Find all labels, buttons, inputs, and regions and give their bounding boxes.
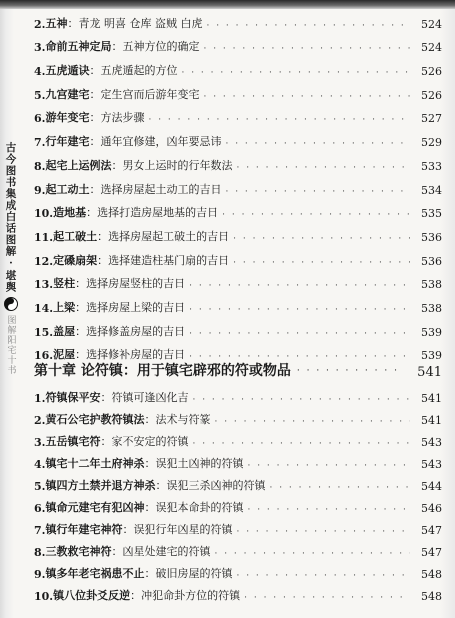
- entry-colon: ：: [111, 40, 123, 54]
- entry-colon: ：: [144, 567, 156, 580]
- entry-description: 通年宜修建，凶年要忌讳: [100, 135, 222, 149]
- entry-number: 12.: [34, 254, 54, 268]
- entry-colon: ：: [100, 391, 112, 404]
- toc-entry: [34, 496, 442, 518]
- entry-description: 误犯土凶神的符镇: [155, 457, 244, 470]
- entry-title: 九宫建宅: [45, 87, 90, 101]
- entry-page-number: 541: [421, 392, 442, 405]
- entry-number: 10.: [34, 207, 54, 221]
- entry-description: 选择房屋起工破土的吉日: [108, 229, 230, 243]
- entry-title: 泥屋: [53, 348, 76, 362]
- entry-page-number: 539: [421, 325, 442, 339]
- entry-leader-dots: [222, 211, 410, 220]
- entry-number: 10.: [34, 590, 54, 603]
- toc-entry: [34, 386, 442, 408]
- entry-description: 选择房屋上梁的吉日: [86, 300, 186, 314]
- entry-leader-dots: [214, 418, 410, 427]
- page-top-shadow: [0, 0, 455, 9]
- entry-page-number: 536: [421, 230, 442, 244]
- entry-colon: ：: [144, 413, 156, 426]
- toc-entry: [34, 34, 442, 58]
- entry-colon: ：: [89, 87, 101, 101]
- entry-page-number: 548: [421, 590, 442, 603]
- entry-page-number: 544: [421, 480, 442, 493]
- chapter-table-of-contents: [34, 386, 442, 606]
- entry-leader-dots: [214, 550, 410, 559]
- entry-colon: ：: [100, 435, 112, 448]
- entry-colon: ：: [89, 64, 101, 78]
- entry-number: 1.: [34, 392, 46, 405]
- entry-number: 5.: [34, 88, 46, 102]
- toc-entry: [34, 318, 442, 342]
- entry-leader-dots: [203, 45, 410, 54]
- toc-entry: [34, 408, 442, 430]
- entry-colon: ：: [155, 479, 167, 492]
- side-title-sub: 堪舆: [4, 270, 17, 293]
- entry-leader-dots: [192, 396, 410, 405]
- entry-leader-dots: [233, 259, 410, 268]
- entry-title: 定磉扇架: [53, 253, 98, 267]
- entry-page-number: 535: [421, 207, 442, 221]
- entry-colon: ：: [89, 135, 101, 149]
- entry-title: 五虎遁诀: [45, 64, 90, 78]
- entry-title: 三教救宅神符: [45, 545, 112, 558]
- entry-page-number: 524: [421, 41, 442, 55]
- entry-colon: ：: [75, 277, 87, 291]
- entry-leader-dots: [192, 440, 410, 449]
- toc-entry: [34, 294, 442, 318]
- entry-title: 五岳镇宅符: [45, 435, 101, 448]
- entry-description: 家不安定的符镇: [111, 435, 189, 448]
- entry-colon: ：: [75, 348, 87, 362]
- entry-description: 选择修盖房屋的吉日: [86, 324, 186, 338]
- entry-colon: ：: [75, 324, 87, 338]
- entry-leader-dots: [236, 164, 410, 173]
- entry-title: 镇八位卦爻反逆: [53, 589, 131, 602]
- entry-number: 13.: [34, 278, 54, 292]
- entry-leader-dots: [233, 235, 410, 244]
- entry-page-number: 541: [421, 414, 442, 427]
- entry-colon: ：: [89, 182, 101, 196]
- entry-number: 15.: [34, 325, 54, 339]
- toc-entry: [34, 518, 442, 540]
- entry-colon: ：: [111, 158, 123, 172]
- entry-description: 凶星处建宅的符镇: [122, 545, 211, 558]
- entry-leader-dots: [189, 330, 410, 339]
- entry-number: 3.: [34, 436, 46, 449]
- entry-page-number: 546: [421, 502, 442, 515]
- entry-number: 4.: [34, 65, 46, 79]
- entry-number: 8.: [34, 546, 46, 559]
- entry-page-number: 538: [421, 278, 442, 292]
- entry-colon: ：: [111, 545, 123, 558]
- entry-title: 黄石公宅护教符镇法: [45, 413, 145, 426]
- entry-number: 7.: [34, 136, 46, 150]
- toc-entry: [34, 152, 442, 176]
- entry-description: 青龙 明喜 仓库 盗贼 白虎: [78, 16, 203, 30]
- toc-entry: [34, 57, 442, 81]
- entry-description: 冲犯命卦方位的符镇: [141, 589, 241, 602]
- toc-entry: [34, 540, 442, 562]
- entry-title: 镇四方土禁并退方神杀: [45, 479, 156, 492]
- side-title-tail: 图解阳宅十书: [5, 315, 16, 375]
- entry-colon: ：: [97, 229, 109, 243]
- entry-page-number: 533: [421, 159, 442, 173]
- toc-entry: [34, 584, 442, 606]
- entry-title: 造地基: [53, 206, 87, 220]
- entry-number: 9.: [34, 183, 46, 197]
- entry-colon: ：: [75, 300, 87, 314]
- toc-entry: [34, 474, 442, 496]
- entry-description: 选择房屋起土动工的吉日: [100, 182, 222, 196]
- entry-leader-dots: [225, 140, 410, 149]
- entry-number: 8.: [34, 159, 46, 173]
- entry-description: 误犯三杀凶神的符镇: [166, 479, 266, 492]
- entry-page-number: 527: [421, 112, 442, 126]
- entry-colon: ：: [89, 111, 101, 125]
- side-title-main: 古今图书集成白话图解: [4, 142, 17, 257]
- side-title-dot: ·: [5, 257, 17, 270]
- chapter-heading: [34, 356, 442, 380]
- entry-leader-dots: [236, 572, 410, 581]
- toc-entry: [34, 430, 442, 452]
- entry-description: 五神方位的确定: [122, 40, 200, 54]
- entry-leader-dots: [225, 188, 410, 197]
- entry-title: 符镇保平安: [45, 391, 101, 404]
- toc-entry: [34, 271, 442, 295]
- entry-page-number: 536: [421, 254, 442, 268]
- entry-title: 镇行年建宅神符: [45, 523, 123, 536]
- entry-description: 选择房屋竖柱的吉日: [86, 277, 186, 291]
- entry-leader-dots: [247, 506, 410, 515]
- entry-page-number: 547: [421, 546, 442, 559]
- toc-entry: [34, 247, 442, 271]
- entry-page-number: 534: [421, 183, 442, 197]
- chapter-page-number: 541: [417, 365, 442, 380]
- entry-leader-dots: [206, 22, 410, 31]
- entry-page-number: 543: [421, 436, 442, 449]
- entry-number: 16.: [34, 349, 54, 363]
- entry-page-number: 526: [421, 88, 442, 102]
- entry-description: 选择打造房屋地基的吉日: [97, 206, 219, 220]
- toc-entry: [34, 200, 442, 224]
- entry-page-number: 524: [421, 17, 442, 31]
- entry-page-number: 543: [421, 458, 442, 471]
- entry-colon: ：: [97, 253, 109, 267]
- entry-number: 14.: [34, 301, 54, 315]
- entry-leader-dots: [148, 116, 410, 125]
- entry-page-number: 547: [421, 524, 442, 537]
- entry-title: 命前五神定局: [45, 40, 112, 54]
- entry-number: 11.: [34, 230, 54, 244]
- yin-yang-icon: [4, 297, 18, 311]
- entry-title: 起宅上运例法: [45, 158, 112, 172]
- entry-page-number: 538: [421, 301, 442, 315]
- entry-leader-dots: [181, 69, 410, 78]
- entry-leader-dots: [203, 93, 410, 102]
- entry-description: 定生宫而后游年变宅: [100, 87, 200, 101]
- entry-title: 竖柱: [53, 277, 76, 291]
- entry-title: 镇宅十二年土府神杀: [45, 457, 145, 470]
- entry-page-number: 539: [421, 349, 442, 363]
- chapter-title: 第十章 论符镇：用于镇宅辟邪的符或物品: [34, 363, 291, 379]
- entry-title: 五神: [45, 16, 68, 30]
- entry-description: 符镇可逢凶化吉: [111, 391, 189, 404]
- entry-colon: ：: [122, 523, 134, 536]
- entry-title: 镇多年老宅祸患不止: [45, 567, 145, 580]
- entry-number: 4.: [34, 458, 46, 471]
- entry-leader-dots: [236, 528, 410, 537]
- entry-title: 游年变宅: [45, 111, 90, 125]
- entry-page-number: 548: [421, 568, 442, 581]
- entry-title: 行年建宅: [45, 135, 90, 149]
- entry-title: 起工破土: [53, 229, 98, 243]
- entry-colon: ：: [67, 16, 79, 30]
- side-running-title: [3, 142, 19, 375]
- toc-entry: [34, 223, 442, 247]
- entry-colon: ：: [144, 457, 156, 470]
- toc-entry: [34, 81, 442, 105]
- chapter-leader-dots: [297, 366, 404, 376]
- entry-leader-dots: [189, 282, 410, 291]
- toc-entry: [34, 562, 442, 584]
- entry-title: 镇命元建宅有犯凶神: [45, 501, 145, 514]
- entry-page-number: 526: [421, 65, 442, 79]
- entry-leader-dots: [247, 462, 410, 471]
- entry-leader-dots: [189, 306, 410, 315]
- entry-leader-dots: [269, 484, 410, 493]
- entry-leader-dots: [244, 594, 410, 603]
- toc-entry: [34, 452, 442, 474]
- entry-number: 2.: [34, 17, 46, 31]
- entry-number: 6.: [34, 502, 46, 515]
- entry-title: 起工动土: [45, 182, 90, 196]
- entry-description: 破旧房屋的符镇: [155, 567, 233, 580]
- entry-number: 2.: [34, 414, 46, 427]
- entry-title: 上梁: [53, 300, 76, 314]
- entry-number: 5.: [34, 480, 46, 493]
- entry-page-number: 529: [421, 136, 442, 150]
- entry-colon: ：: [144, 501, 156, 514]
- entry-description: 五虎遁起的方位: [100, 64, 178, 78]
- entry-description: 法术与符篆: [155, 413, 211, 426]
- entry-number: 3.: [34, 41, 46, 55]
- toc-entry: [34, 10, 442, 34]
- entry-number: 6.: [34, 112, 46, 126]
- entry-number: 7.: [34, 524, 46, 537]
- entry-description: 误犯行年凶星的符镇: [133, 523, 233, 536]
- toc-entry: [34, 128, 442, 152]
- toc-entry: [34, 176, 442, 200]
- entry-number: 9.: [34, 568, 46, 581]
- entry-description: 误犯本命卦的符镇: [155, 501, 244, 514]
- entry-description: 方法步骤: [100, 111, 145, 125]
- toc-entry: [34, 105, 442, 129]
- entry-description: 选择建造柱基门扇的吉日: [108, 253, 230, 267]
- table-of-contents: [34, 10, 442, 365]
- entry-colon: ：: [86, 206, 98, 220]
- entry-title: 盖屋: [53, 324, 76, 338]
- entry-description: 选择修补房屋的吉日: [86, 348, 186, 362]
- entry-description: 男女上运时的行年数法: [122, 158, 233, 172]
- entry-colon: ：: [130, 589, 142, 602]
